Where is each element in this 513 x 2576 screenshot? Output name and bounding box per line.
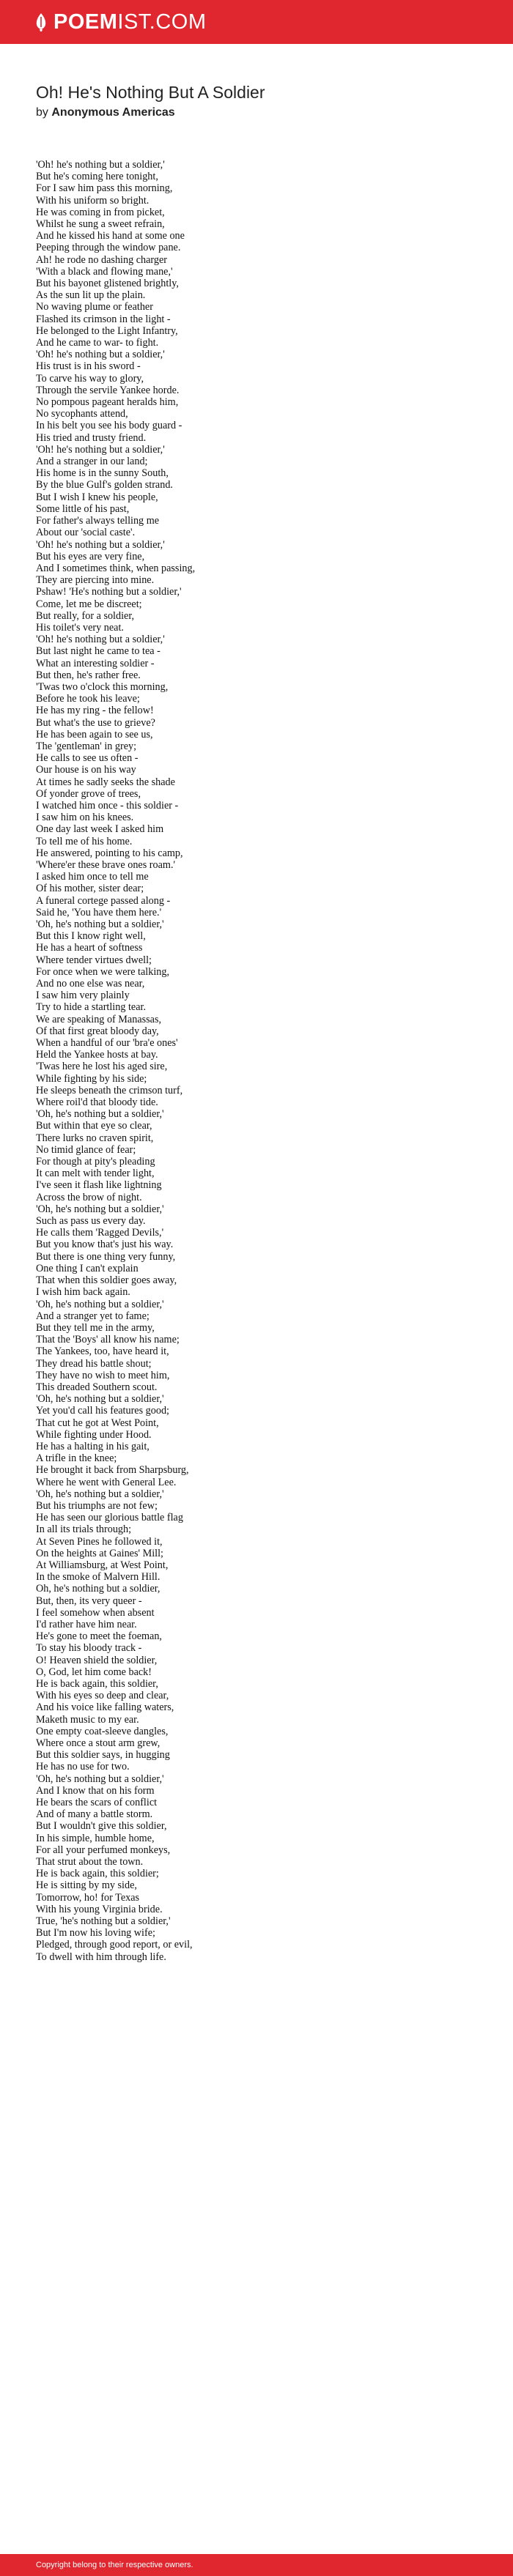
poem-line: But last night he came to tea - bbox=[36, 645, 160, 658]
poem-line: Of that first great bloody day, bbox=[36, 1025, 159, 1037]
poem-line: He has seen our glorious battle flag bbox=[36, 1512, 183, 1524]
poem-line: That when this soldier goes away, bbox=[36, 1274, 177, 1287]
poem-line: His trust is in his sword - bbox=[36, 360, 141, 373]
poem-line: He brought it back from Sharpsburg, bbox=[36, 1464, 189, 1477]
poem-line: He calls to see us often - bbox=[36, 752, 139, 765]
poem-line: I'd rather have him near. bbox=[36, 1618, 137, 1630]
poem-line: He has a heart of softness bbox=[36, 942, 143, 954]
poem-line: A funeral cortege passed along - bbox=[36, 894, 171, 907]
poem-line: He has no use for two. bbox=[36, 1761, 130, 1773]
poem-line: While fighting under Hood. bbox=[36, 1428, 152, 1441]
poem-line: It can melt with tender light, bbox=[36, 1168, 155, 1180]
poem-line: Flashed its crimson in the light - bbox=[36, 313, 171, 325]
poem-line: I wish him back again. bbox=[36, 1286, 130, 1299]
poem-line: He calls them 'Ragged Devils,' bbox=[36, 1227, 164, 1239]
poem-line: One thing I can't explain bbox=[36, 1262, 139, 1274]
poem-header bbox=[36, 82, 476, 120]
poem-line: That the 'Boys' all know his name; bbox=[36, 1334, 180, 1346]
site-logo[interactable] bbox=[34, 12, 207, 32]
poem-line: To stay his bloody track - bbox=[36, 1642, 142, 1655]
poem-title: Oh! He's Nothing But A Soldier bbox=[36, 83, 265, 102]
poem-line: In the smoke of Malvern Hill. bbox=[36, 1571, 160, 1584]
poem-line: They are piercing into mine. bbox=[36, 574, 155, 587]
poem-line: Through the servile Yankee horde. bbox=[36, 384, 180, 396]
poem-line: But I'm now his loving wife; bbox=[36, 1927, 155, 1940]
poem-line: But I wish I knew his people, bbox=[36, 491, 158, 503]
poem-line: They have no wish to meet him, bbox=[36, 1369, 170, 1381]
author-link[interactable]: Anonymous Americas bbox=[51, 106, 175, 119]
poem-line: He belonged to the Light Infantry, bbox=[36, 324, 178, 337]
poem-line: But what's the use to grieve? bbox=[36, 716, 155, 729]
poem-line: With his uniform so bright. bbox=[36, 194, 150, 207]
poem-line: I watched him once - this soldier - bbox=[36, 799, 179, 812]
poem-line: In all its trials through; bbox=[36, 1523, 132, 1536]
poem-line: Oh, he's nothing but a soldier, bbox=[36, 1583, 160, 1595]
site-footer bbox=[0, 2554, 513, 2576]
poem-line: 'Oh! he's nothing but a soldier,' bbox=[36, 349, 165, 361]
poem-line: For all your perfumed monkeys, bbox=[36, 1844, 171, 1856]
poem-line: And a stranger in our land; bbox=[36, 456, 148, 468]
byline bbox=[36, 105, 476, 120]
by-label: by bbox=[36, 106, 48, 119]
poem-line: He's gone to meet the foeman, bbox=[36, 1630, 162, 1643]
poem-line: For father's always telling me bbox=[36, 515, 160, 527]
poem-line: For I saw him pass this morning, bbox=[36, 182, 173, 195]
poem-line: True, 'he's nothing but a soldier,' bbox=[36, 1915, 171, 1928]
poem-line: But, then, its very queer - bbox=[36, 1595, 142, 1607]
poem-line: Of his mother, sister dear; bbox=[36, 883, 144, 895]
poem-line: At Seven Pines he followed it, bbox=[36, 1535, 163, 1548]
poem-line: But there is one thing very funny, bbox=[36, 1250, 176, 1263]
site-name: POEMIST.COM bbox=[53, 10, 207, 34]
poem-line: Of yonder grove of trees, bbox=[36, 787, 141, 800]
poem-line: Such as pass us every day. bbox=[36, 1215, 146, 1228]
poem-body bbox=[36, 159, 476, 1963]
poem-line: But they tell me in the army, bbox=[36, 1321, 155, 1334]
site-header bbox=[0, 0, 513, 44]
poem-line: 'Oh, he's nothing but a soldier,' bbox=[36, 1488, 164, 1500]
poem-line: Pledged, through good report, or evil, bbox=[36, 1939, 193, 1951]
poem-line: He is back again, this soldier, bbox=[36, 1678, 158, 1690]
poem-line: Across the brow of night. bbox=[36, 1191, 142, 1203]
poem-line: Pshaw! 'He's nothing but a soldier,' bbox=[36, 586, 182, 598]
poem-line: But I wouldn't give this soldier, bbox=[36, 1820, 167, 1833]
poem-line: I've seen it flash like lightning bbox=[36, 1179, 162, 1192]
poem-line: That strut about the town. bbox=[36, 1856, 144, 1868]
poem-line: At Williamsburg, at West Point, bbox=[36, 1559, 169, 1571]
poem-line: But then, he's rather free. bbox=[36, 669, 141, 681]
poem-line: He has my ring - the fellow! bbox=[36, 705, 154, 717]
poem-line: They dread his battle shout; bbox=[36, 1357, 152, 1370]
poem-line: I saw him on his knees. bbox=[36, 812, 134, 824]
poem-line: I asked him once to tell me bbox=[36, 871, 149, 883]
poem-line: And his voice like falling waters, bbox=[36, 1701, 174, 1714]
poem-line: He answered, pointing to his camp, bbox=[36, 847, 183, 859]
poem-line: 'Twas two o'clock this morning, bbox=[36, 680, 169, 693]
poem-line: The 'gentleman' in grey; bbox=[36, 740, 137, 752]
poem-line: And no one else was near, bbox=[36, 978, 145, 990]
poem-line: But this soldier says, in hugging bbox=[36, 1749, 170, 1762]
poem-line: But his triumphs are not few; bbox=[36, 1499, 158, 1512]
poem-line: But you know that's just his way. bbox=[36, 1239, 174, 1251]
poem-line: He bears the scars of conflict bbox=[36, 1797, 158, 1809]
poem-line: He was coming in from picket, bbox=[36, 206, 165, 218]
poem-line: Where he went with General Lee. bbox=[36, 1476, 177, 1488]
poem-line: 'Oh, he's nothing but a soldier,' bbox=[36, 1298, 164, 1310]
poem-line: A trifle in the knee; bbox=[36, 1452, 117, 1465]
poem-line: No waving plume or feather bbox=[36, 301, 153, 313]
poem-line: 'Twas here he lost his aged sire, bbox=[36, 1061, 168, 1073]
poem-line: No timid glance of fear; bbox=[36, 1143, 136, 1156]
poem-line: And he came to war- to fight. bbox=[36, 337, 159, 349]
poem-line: Try to hide a startling tear. bbox=[36, 1001, 146, 1014]
poem-line: 'Oh, he's nothing but a soldier,' bbox=[36, 1393, 164, 1406]
poem-line: Held the Yankee hosts at bay. bbox=[36, 1049, 158, 1061]
poem-line: No sycophants attend, bbox=[36, 408, 128, 420]
poem-line: To tell me of his home. bbox=[36, 835, 133, 847]
poem-line: But his eyes are very fine, bbox=[36, 550, 145, 563]
poem-line: And a stranger yet to fame; bbox=[36, 1310, 150, 1322]
poem-line: We are speaking of Manassas, bbox=[36, 1013, 162, 1025]
poem-line: Tomorrow, ho! for Texas bbox=[36, 1891, 140, 1904]
copyright-text: Copyright belong to their respective owners. bbox=[36, 2561, 193, 2569]
poem-line: On the heights at Gaines' Mill; bbox=[36, 1547, 163, 1559]
poem-line: His home is in the sunny South, bbox=[36, 467, 169, 480]
poem-line: While fighting by his side; bbox=[36, 1072, 147, 1085]
poem-line: To carve his way to glory, bbox=[36, 372, 144, 385]
poem-line: He is back again, this soldier; bbox=[36, 1868, 159, 1880]
poem-line: His tried and trusty friend. bbox=[36, 431, 147, 444]
poem-line: Yet you'd call his features good; bbox=[36, 1405, 169, 1417]
poem-line: What an interesting soldier - bbox=[36, 657, 155, 669]
poem-line: I saw him very plainly bbox=[36, 990, 130, 1002]
poem-line: Our house is on his way bbox=[36, 764, 136, 776]
poem-line: Peeping through the window pane. bbox=[36, 242, 181, 254]
poem-line: And he kissed his hand at some one bbox=[36, 230, 185, 242]
poem-line: In his simple, humble home, bbox=[36, 1832, 155, 1844]
poem-line: He has been again to see us, bbox=[36, 728, 153, 740]
poem-line: The Yankees, too, have heard it, bbox=[36, 1345, 169, 1358]
poem-line: 'Oh, he's nothing but a soldier,' bbox=[36, 1108, 164, 1121]
poem-line: Said he, 'You have them here.' bbox=[36, 906, 162, 918]
poem-line: When a handful of our 'bra'e ones' bbox=[36, 1037, 178, 1050]
poem-line: O, God, let him come back! bbox=[36, 1666, 152, 1678]
poem-line: This dreaded Southern scout. bbox=[36, 1381, 158, 1393]
poem-line: O! Heaven shield the soldier, bbox=[36, 1654, 158, 1666]
poem-line: For once when we were talking, bbox=[36, 965, 170, 978]
poem-line: But he's coming here tonight, bbox=[36, 171, 158, 183]
poem-line: And of many a battle storm. bbox=[36, 1808, 153, 1821]
poem-line: Where roil'd that bloody tide. bbox=[36, 1096, 158, 1109]
poem-line: And I sometimes think, when passing, bbox=[36, 562, 196, 574]
poem-line: By the blue Gulf's golden strand. bbox=[36, 479, 173, 491]
poem-line: 'Oh! he's nothing but a soldier,' bbox=[36, 538, 165, 551]
poem-line: But within that eye so clear, bbox=[36, 1120, 152, 1132]
poem-line: Maketh music to my ear. bbox=[36, 1713, 139, 1726]
poem-line: There lurks no craven spirit, bbox=[36, 1132, 154, 1144]
poem-line: Come, let me be discreet; bbox=[36, 598, 142, 610]
poem-line: For though at pity's pleading bbox=[36, 1156, 155, 1168]
poem-line: 'Oh! he's nothing but a soldier,' bbox=[36, 159, 165, 171]
poem-line: One day last week I asked him bbox=[36, 823, 164, 836]
poem-line: 'Where'er these brave ones roam.' bbox=[36, 858, 176, 871]
poem-line: As the sun lit up the plain. bbox=[36, 289, 146, 302]
poem-line: He sleeps beneath the crimson turf, bbox=[36, 1084, 183, 1096]
poem-line: He is sitting by my side, bbox=[36, 1879, 137, 1892]
poem-line: In his belt you see his body guard - bbox=[36, 420, 182, 432]
poem-line: And I know that on his form bbox=[36, 1784, 155, 1797]
poem-line: At times he sadly seeks the shade bbox=[36, 776, 175, 788]
poem-line: I feel somehow when absent bbox=[36, 1606, 155, 1619]
poem-line: Where tender virtues dwell; bbox=[36, 954, 152, 966]
poem-line: To dwell with him through life. bbox=[36, 1950, 166, 1963]
poem-line: 'Oh, he's nothing but a soldier,' bbox=[36, 918, 164, 930]
poem-line: With his eyes so deep and clear, bbox=[36, 1690, 169, 1702]
poem-line: Where once a stout arm grew, bbox=[36, 1737, 160, 1750]
poem-line: His toilet's very neat. bbox=[36, 621, 124, 634]
poem-line: With his young Virginia bride. bbox=[36, 1903, 163, 1915]
poem-line: One empty coat-sleeve dangles, bbox=[36, 1725, 169, 1737]
poem-line: No pompous pageant heralds him, bbox=[36, 396, 179, 409]
poem-line: But this I know right well, bbox=[36, 930, 146, 943]
poem-line: 'Oh, he's nothing but a soldier,' bbox=[36, 1203, 164, 1215]
poem-line: Whilst he sung a sweet refrain, bbox=[36, 218, 165, 231]
poem-line: Ah! he rode no dashing charger bbox=[36, 253, 167, 266]
poem-line: Before he took his leave; bbox=[36, 693, 140, 705]
poem-line: But really, for a soldier, bbox=[36, 609, 135, 622]
poem-line: 'With a black and flowing mane,' bbox=[36, 265, 173, 278]
poem-line: He has a halting in his gait, bbox=[36, 1440, 150, 1452]
poem-line: That cut he got at West Point, bbox=[36, 1417, 159, 1429]
poem-line: But his bayonet glistened brightly, bbox=[36, 278, 179, 290]
poem-line: About our 'social caste'. bbox=[36, 527, 136, 539]
quill-pen-icon bbox=[34, 12, 48, 31]
poem-line: 'Oh, he's nothing but a soldier,' bbox=[36, 1773, 164, 1785]
poem-line: 'Oh! he's nothing but a soldier,' bbox=[36, 634, 165, 646]
poem-line: 'Oh! he's nothing but a soldier,' bbox=[36, 443, 165, 456]
poem-line: Some little of his past, bbox=[36, 502, 130, 515]
